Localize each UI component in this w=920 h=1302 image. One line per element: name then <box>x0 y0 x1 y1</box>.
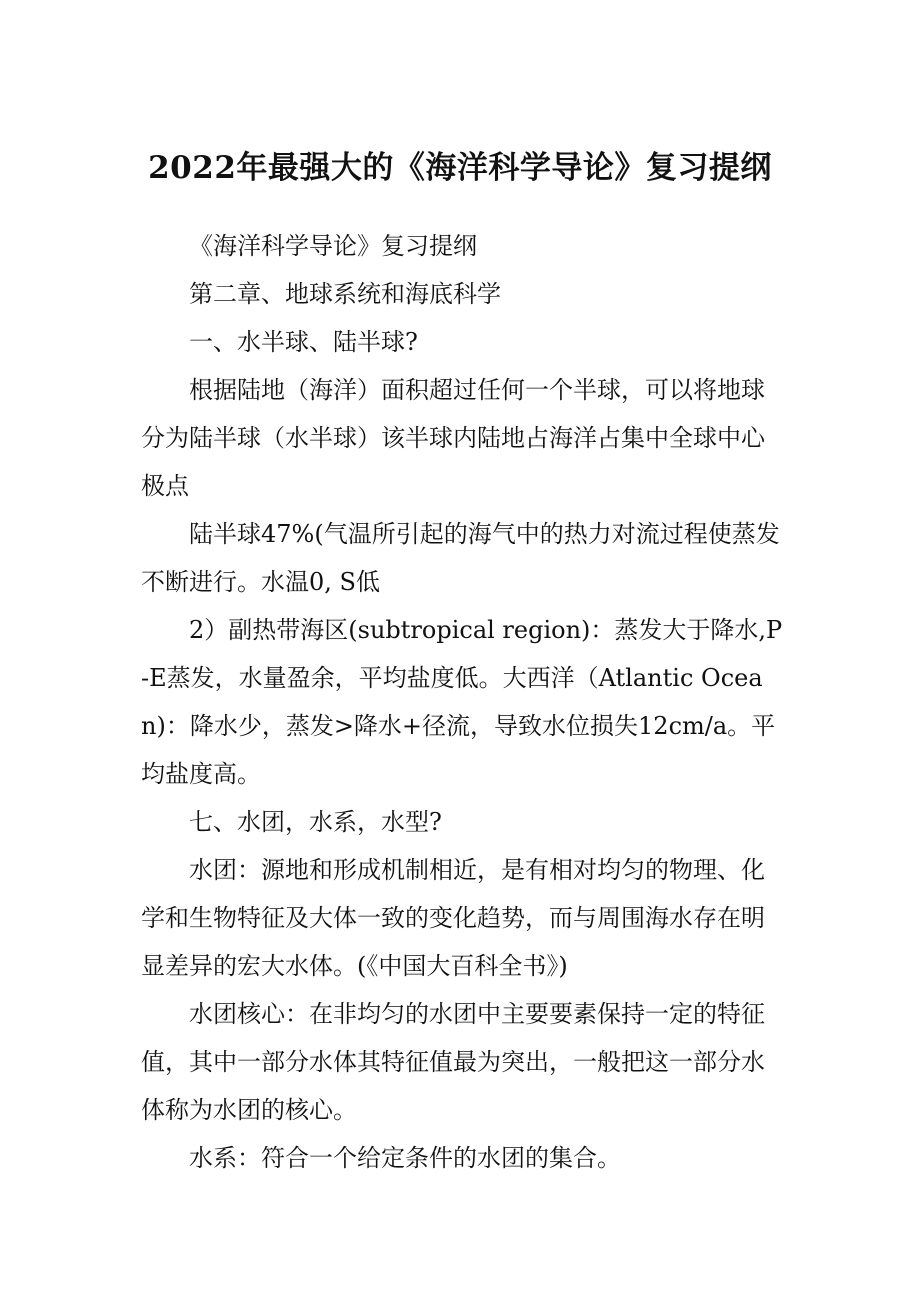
paragraph-section-heading-7: 七、水团，水系，水型? <box>189 808 442 836</box>
paragraph-water-system: 水系：符合一个给定条件的水团的集合。 <box>189 1144 621 1172</box>
paragraph-water-mass-core: 水团核心：在非均匀的水团中主要要素保持一定的特征值，其中一部分水体其特征值最为突出，一般把这一部分水体称为水团的核心。 <box>141 1000 765 1124</box>
paragraph-land-hemisphere: 陆半球47%(气温所引起的海气中的热力对流过程使蒸发不断进行。水温0, S低 <box>141 520 780 596</box>
paragraph-outline-heading: 《海洋科学导论》复习提纲 <box>189 232 477 260</box>
paragraph-water-mass: 水团：源地和形成机制相近，是有相对均匀的物理、化学和生物特征及大体一致的变化趋势，而与周围海水存在明显差异的宏大水体。(《中国大百科全书》) <box>141 856 765 980</box>
paragraph-chapter-heading: 第二章、地球系统和海底科学 <box>189 280 501 308</box>
paragraph-hemisphere-definition: 根据陆地（海洋）面积超过任何一个半球，可以将地球分为陆半球（水半球）该半球内陆地占海洋占集中全球中心极点 <box>141 376 765 500</box>
document-title: 2022年最强大的《海洋科学导论》复习提纲 <box>148 150 772 186</box>
paragraph-section-heading-1: 一、水半球、陆半球? <box>189 328 418 356</box>
paragraph-subtropical-region: 2）副热带海区(subtropical region)：蒸发大于降水,P-E蒸发，水量盈余，平均盐度低。大西洋（Atlantic Ocean)：降水少，蒸发>降水+径流，导致水位损失12cm/a。平均盐度高。 <box>141 616 783 788</box>
document-body <box>141 222 783 1182</box>
